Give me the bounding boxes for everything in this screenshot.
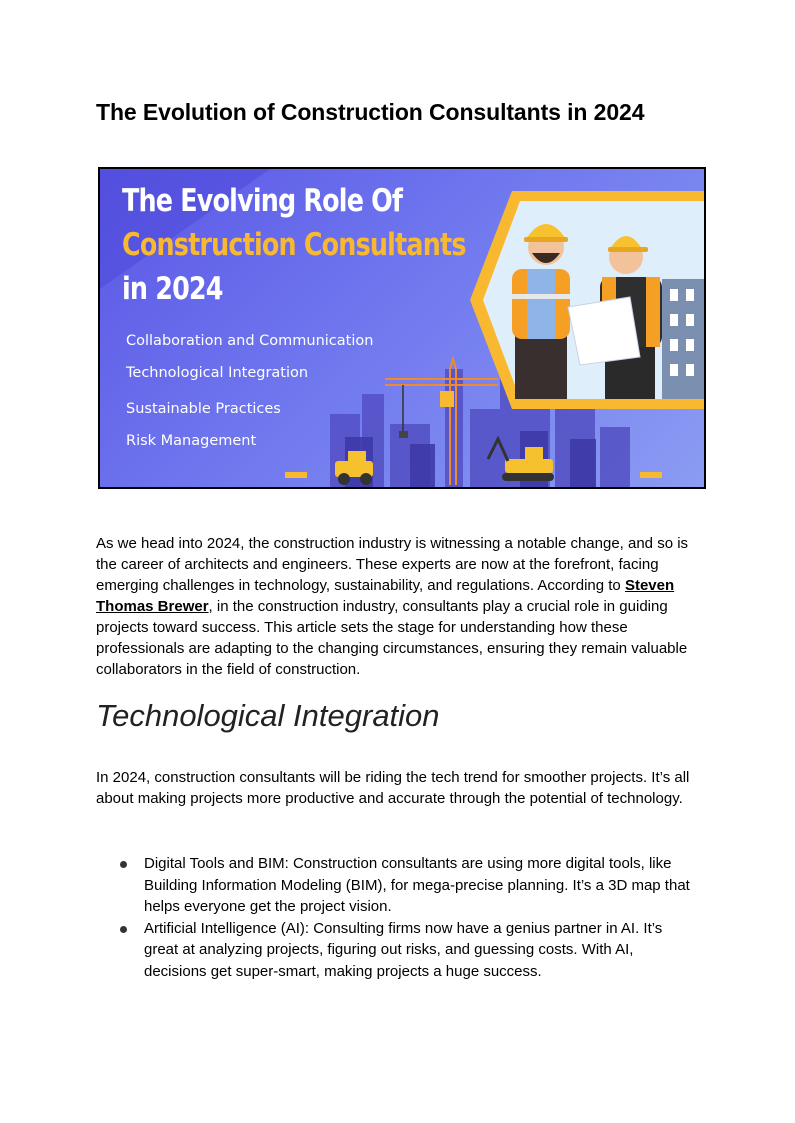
list-item <box>96 853 696 918</box>
bullet-list <box>96 853 696 982</box>
banner-topic: Sustainable Practices <box>126 401 281 417</box>
intro-text-start: As we head into 2024, the construction industry is witnessing a notable change, and so is the career of architects and engineers. These experts are now at the forefront, facing emerging challenges in technology, sustainability, and regulations. According to <box>96 535 689 594</box>
hero-banner-image <box>98 167 706 489</box>
banner-topic: Technological Integration <box>126 365 309 381</box>
banner-title-line-2: Construction Consultants <box>122 227 466 263</box>
blueprint-icon <box>568 297 640 365</box>
bullet-icon <box>120 861 127 868</box>
banner-title-line-1: The Evolving Role Of <box>122 183 403 219</box>
section-intro-paragraph: In 2024, construction consultants will be riding the tech trend for smoother projects. It’s all about making projects more productive and accurate through the potential of technology. <box>96 769 690 807</box>
author-link[interactable]: Steven Thomas Brewer <box>96 577 675 615</box>
intro-text-end: , in the construction industry, consultants play a crucial role in guiding projects toward success. This article sets the stage for understanding how these professionals are adapting to the changing circumstances, ensuring they remain valuable collaborators in the field of construction. <box>96 598 688 678</box>
page-title: The Evolution of Construction Consultants in 2024 <box>96 99 645 125</box>
banner-headline <box>122 179 466 311</box>
list-item-text: Digital Tools and BIM: Construction consultants are using more digital tools, like Building Information Modeling (BIM), for mega-precise planning. It’s a 3D map that helps everyone get the project vision. <box>144 855 690 915</box>
bullet-icon <box>120 926 127 933</box>
building-icon <box>662 279 704 399</box>
banner-title-line-3: in 2024 <box>122 271 223 307</box>
banner-topic: Risk Management <box>126 433 257 449</box>
list-item <box>96 918 696 983</box>
list-item-text: Artificial Intelligence (AI): Consulting firms now have a genius partner in AI. It’s great at analyzing projects, figuring out risks, and guessing costs. With AI, decisions get super-smart, making projects a huge success. <box>144 919 663 980</box>
banner-topic: Collaboration and Communication <box>126 333 374 349</box>
intro-paragraph <box>96 533 696 680</box>
section-heading: Technological Integration <box>96 698 440 733</box>
